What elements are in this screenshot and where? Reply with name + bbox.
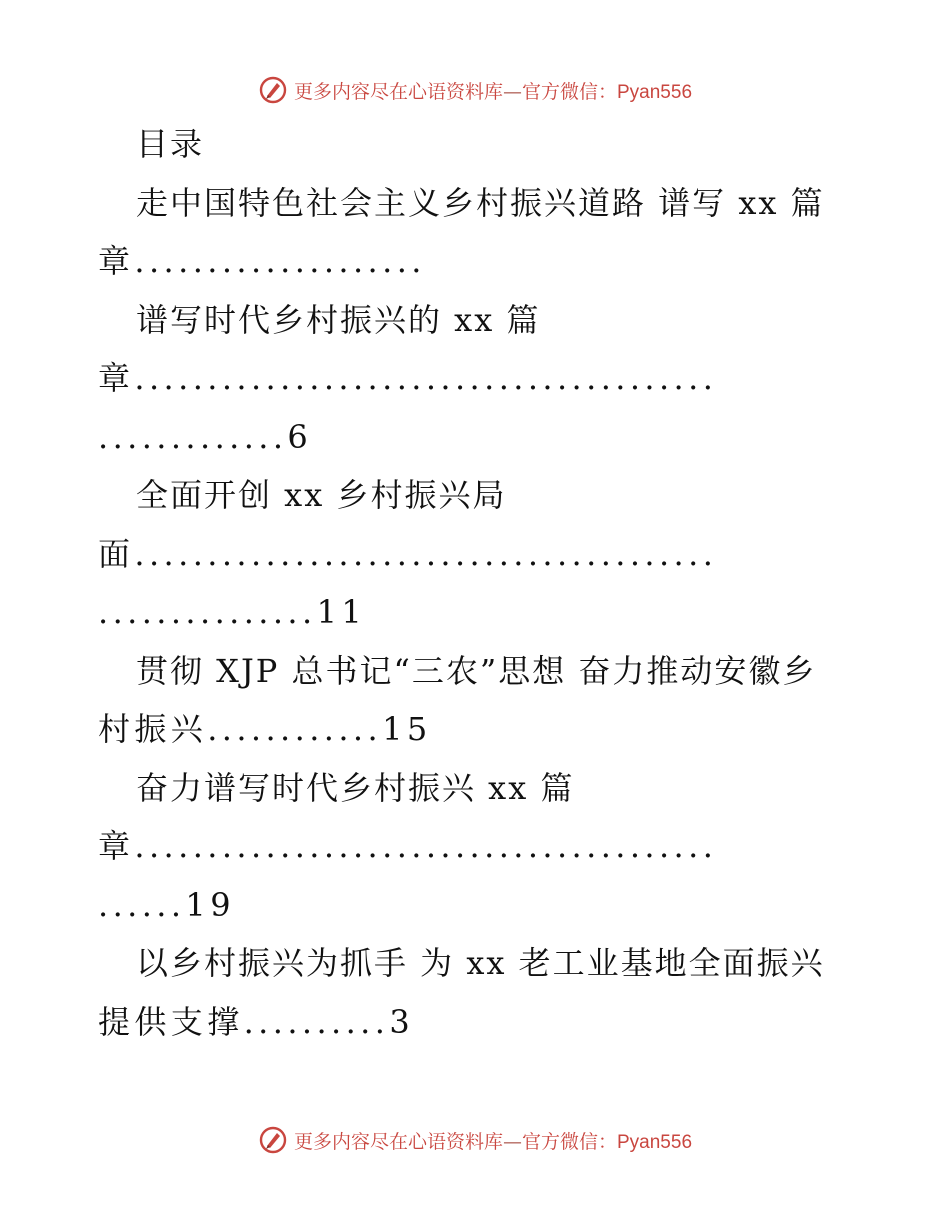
toc-entry-line[interactable]: 贯彻 XJP 总书记“三农”思想 奋力推动安徽乡	[136, 651, 817, 690]
toc-entry-line[interactable]: 面........................................	[98, 534, 718, 573]
pen-logo-icon	[258, 1125, 288, 1155]
watermark-wechat-id: Pyan556	[617, 81, 693, 103]
toc-entry-line[interactable]: 章....................	[98, 242, 426, 280]
toc-entry-line[interactable]: 奋力谱写时代乡村振兴 xx 篇	[136, 768, 575, 807]
toc-entry-line[interactable]: ......19	[98, 885, 235, 924]
toc-entry-line[interactable]: 以乡村振兴为抓手 为 xx 老工业基地全面振兴	[136, 944, 825, 982]
watermark-main: 更多内容尽在心语资料库	[293, 80, 503, 103]
toc-entry-line[interactable]: 谱写时代乡村振兴的 xx 篇	[136, 300, 541, 339]
watermark-dash: —	[502, 80, 522, 103]
watermark-text	[294, 1127, 692, 1154]
watermark-text	[294, 77, 692, 104]
toc-entry-line[interactable]: 村振兴............15	[98, 710, 432, 748]
watermark-main: 更多内容尽在心语资料库	[293, 1130, 503, 1153]
toc-entry-line[interactable]: 提供支撑..........3	[98, 1002, 415, 1041]
toc-entry-line[interactable]: 章........................................	[98, 827, 718, 865]
toc-title: 目录	[136, 125, 205, 163]
toc-entry-line[interactable]: 章........................................	[98, 359, 718, 397]
watermark-wechat-id: Pyan556	[617, 1131, 693, 1153]
pen-logo-icon	[258, 75, 288, 105]
toc-entry-line[interactable]: 全面开创 xx 乡村振兴局	[136, 476, 507, 514]
toc-entry-line[interactable]: 走中国特色社会主义乡村振兴道路 谱写 xx 篇	[136, 183, 825, 222]
watermark-wechat-label: 官方微信：	[521, 1130, 617, 1153]
footer-watermark	[0, 1120, 950, 1160]
watermark-dash: —	[502, 1130, 522, 1153]
toc-content	[98, 115, 858, 1051]
toc-entry-line[interactable]: ...............11	[98, 593, 367, 631]
watermark-wechat-label: 官方微信：	[521, 80, 617, 103]
toc-entry-line[interactable]: .............6	[98, 417, 313, 456]
header-watermark	[0, 70, 950, 110]
